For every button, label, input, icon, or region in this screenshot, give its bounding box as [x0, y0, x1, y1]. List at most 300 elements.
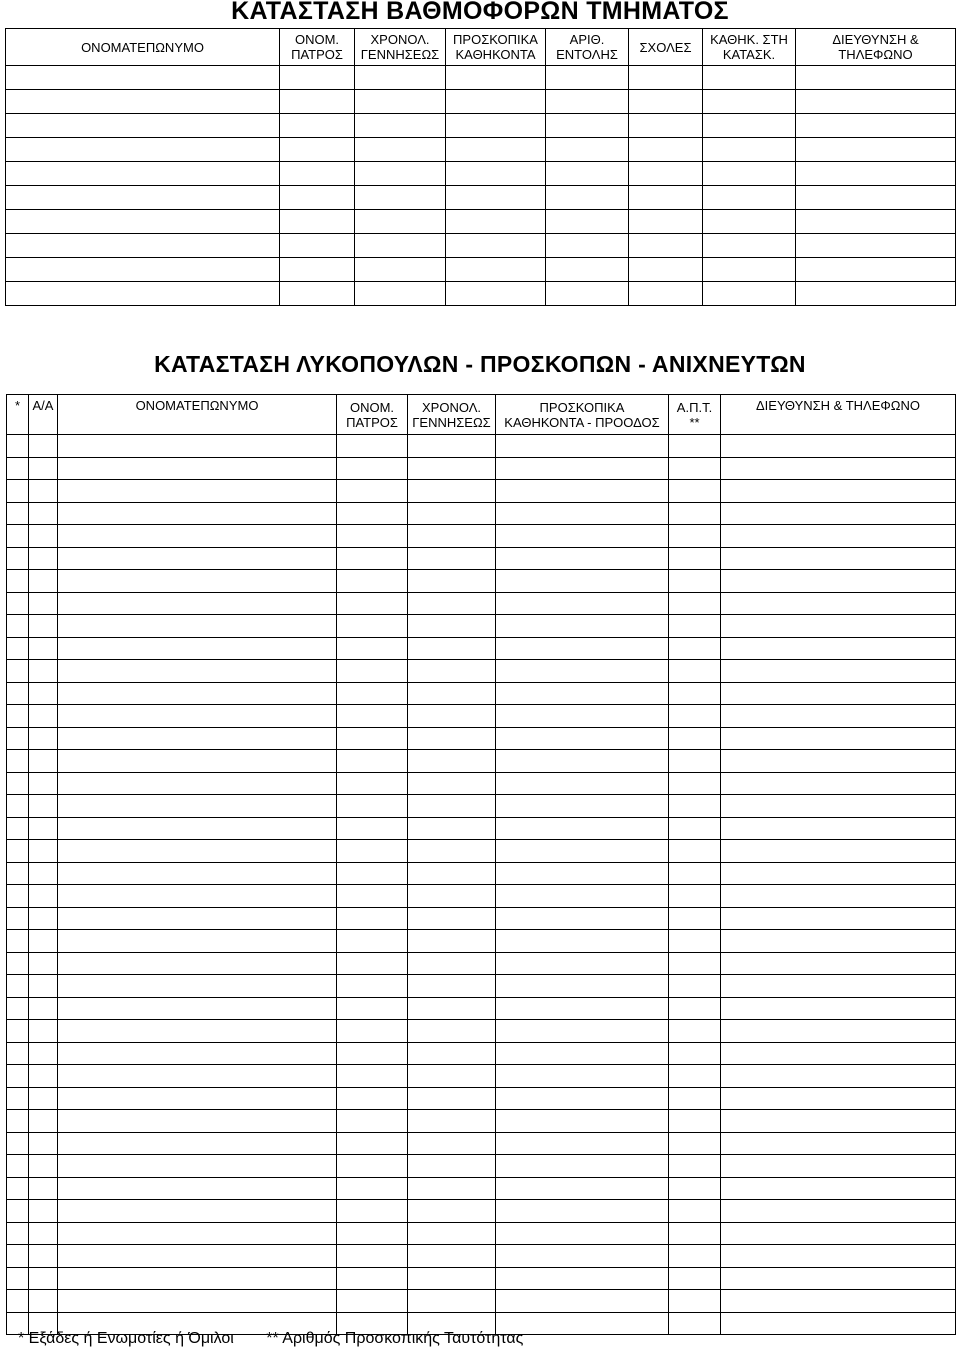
blank-cell[interactable] [408, 457, 496, 480]
blank-cell[interactable] [496, 457, 669, 480]
blank-cell[interactable] [29, 547, 58, 570]
blank-cell[interactable] [669, 705, 721, 728]
blank-cell[interactable] [496, 997, 669, 1020]
blank-cell[interactable] [703, 282, 796, 306]
blank-cell[interactable] [408, 435, 496, 458]
blank-cell[interactable] [496, 1245, 669, 1268]
blank-cell[interactable] [29, 930, 58, 953]
blank-cell[interactable] [29, 795, 58, 818]
blank-cell[interactable] [669, 1020, 721, 1043]
blank-cell[interactable] [629, 210, 703, 234]
blank-cell[interactable] [7, 615, 29, 638]
blank-cell[interactable] [337, 457, 408, 480]
blank-cell[interactable] [669, 1245, 721, 1268]
blank-cell[interactable] [721, 885, 956, 908]
blank-cell[interactable] [7, 547, 29, 570]
blank-cell[interactable] [408, 637, 496, 660]
blank-cell[interactable] [337, 817, 408, 840]
blank-cell[interactable] [669, 1155, 721, 1178]
blank-cell[interactable] [355, 210, 446, 234]
blank-cell[interactable] [337, 930, 408, 953]
blank-cell[interactable] [355, 258, 446, 282]
blank-cell[interactable] [58, 1042, 337, 1065]
blank-cell[interactable] [408, 1200, 496, 1223]
blank-cell[interactable] [408, 862, 496, 885]
blank-cell[interactable] [280, 114, 355, 138]
blank-cell[interactable] [669, 480, 721, 503]
blank-cell[interactable] [29, 1110, 58, 1133]
blank-cell[interactable] [703, 186, 796, 210]
blank-cell[interactable] [7, 435, 29, 458]
blank-cell[interactable] [7, 570, 29, 593]
blank-cell[interactable] [721, 1132, 956, 1155]
blank-cell[interactable] [408, 480, 496, 503]
blank-cell[interactable] [629, 186, 703, 210]
blank-cell[interactable] [58, 705, 337, 728]
blank-cell[interactable] [29, 705, 58, 728]
blank-cell[interactable] [496, 1087, 669, 1110]
blank-cell[interactable] [629, 162, 703, 186]
blank-cell[interactable] [446, 186, 546, 210]
blank-cell[interactable] [721, 1042, 956, 1065]
blank-cell[interactable] [408, 1177, 496, 1200]
blank-cell[interactable] [6, 138, 280, 162]
blank-cell[interactable] [58, 840, 337, 863]
blank-cell[interactable] [29, 772, 58, 795]
blank-cell[interactable] [408, 885, 496, 908]
blank-cell[interactable] [669, 435, 721, 458]
blank-cell[interactable] [408, 952, 496, 975]
blank-cell[interactable] [337, 1222, 408, 1245]
blank-cell[interactable] [29, 570, 58, 593]
blank-cell[interactable] [721, 480, 956, 503]
blank-cell[interactable] [337, 435, 408, 458]
blank-cell[interactable] [408, 930, 496, 953]
blank-cell[interactable] [58, 502, 337, 525]
blank-cell[interactable] [496, 592, 669, 615]
blank-cell[interactable] [721, 682, 956, 705]
blank-cell[interactable] [7, 750, 29, 773]
blank-cell[interactable] [6, 90, 280, 114]
blank-cell[interactable] [669, 1267, 721, 1290]
blank-cell[interactable] [546, 66, 629, 90]
blank-cell[interactable] [721, 660, 956, 683]
blank-cell[interactable] [355, 90, 446, 114]
blank-cell[interactable] [446, 138, 546, 162]
blank-cell[interactable] [669, 1222, 721, 1245]
blank-cell[interactable] [669, 502, 721, 525]
blank-cell[interactable] [721, 817, 956, 840]
blank-cell[interactable] [669, 772, 721, 795]
blank-cell[interactable] [446, 210, 546, 234]
blank-cell[interactable] [629, 282, 703, 306]
blank-cell[interactable] [669, 660, 721, 683]
blank-cell[interactable] [496, 840, 669, 863]
blank-cell[interactable] [7, 1245, 29, 1268]
blank-cell[interactable] [496, 570, 669, 593]
blank-cell[interactable] [7, 727, 29, 750]
blank-cell[interactable] [7, 772, 29, 795]
blank-cell[interactable] [58, 952, 337, 975]
blank-cell[interactable] [29, 907, 58, 930]
blank-cell[interactable] [337, 1267, 408, 1290]
blank-cell[interactable] [446, 234, 546, 258]
blank-cell[interactable] [6, 258, 280, 282]
blank-cell[interactable] [29, 525, 58, 548]
blank-cell[interactable] [58, 772, 337, 795]
blank-cell[interactable] [355, 162, 446, 186]
blank-cell[interactable] [408, 1042, 496, 1065]
blank-cell[interactable] [29, 435, 58, 458]
blank-cell[interactable] [496, 637, 669, 660]
blank-cell[interactable] [408, 772, 496, 795]
blank-cell[interactable] [496, 660, 669, 683]
blank-cell[interactable] [496, 952, 669, 975]
blank-cell[interactable] [337, 975, 408, 998]
blank-cell[interactable] [7, 1065, 29, 1088]
blank-cell[interactable] [408, 1245, 496, 1268]
blank-cell[interactable] [337, 750, 408, 773]
blank-cell[interactable] [58, 817, 337, 840]
blank-cell[interactable] [280, 162, 355, 186]
blank-cell[interactable] [337, 885, 408, 908]
blank-cell[interactable] [408, 660, 496, 683]
blank-cell[interactable] [58, 1132, 337, 1155]
blank-cell[interactable] [6, 282, 280, 306]
blank-cell[interactable] [7, 1267, 29, 1290]
blank-cell[interactable] [629, 114, 703, 138]
blank-cell[interactable] [337, 615, 408, 638]
blank-cell[interactable] [58, 1155, 337, 1178]
blank-cell[interactable] [796, 234, 956, 258]
blank-cell[interactable] [29, 1042, 58, 1065]
blank-cell[interactable] [496, 502, 669, 525]
blank-cell[interactable] [496, 435, 669, 458]
blank-cell[interactable] [408, 750, 496, 773]
blank-cell[interactable] [6, 162, 280, 186]
blank-cell[interactable] [337, 1177, 408, 1200]
blank-cell[interactable] [58, 795, 337, 818]
blank-cell[interactable] [6, 210, 280, 234]
blank-cell[interactable] [496, 682, 669, 705]
blank-cell[interactable] [721, 592, 956, 615]
blank-cell[interactable] [669, 727, 721, 750]
blank-cell[interactable] [496, 885, 669, 908]
blank-cell[interactable] [669, 637, 721, 660]
blank-cell[interactable] [29, 660, 58, 683]
blank-cell[interactable] [721, 615, 956, 638]
blank-cell[interactable] [796, 114, 956, 138]
blank-cell[interactable] [58, 930, 337, 953]
blank-cell[interactable] [496, 1267, 669, 1290]
blank-cell[interactable] [669, 525, 721, 548]
blank-cell[interactable] [408, 1155, 496, 1178]
blank-cell[interactable] [58, 1200, 337, 1223]
blank-cell[interactable] [546, 114, 629, 138]
blank-cell[interactable] [6, 66, 280, 90]
blank-cell[interactable] [7, 1200, 29, 1223]
blank-cell[interactable] [58, 1222, 337, 1245]
blank-cell[interactable] [280, 258, 355, 282]
blank-cell[interactable] [496, 1290, 669, 1313]
blank-cell[interactable] [58, 435, 337, 458]
blank-cell[interactable] [58, 1110, 337, 1133]
blank-cell[interactable] [29, 592, 58, 615]
blank-cell[interactable] [703, 138, 796, 162]
blank-cell[interactable] [58, 750, 337, 773]
blank-cell[interactable] [721, 570, 956, 593]
blank-cell[interactable] [58, 682, 337, 705]
blank-cell[interactable] [669, 907, 721, 930]
blank-cell[interactable] [337, 637, 408, 660]
blank-cell[interactable] [703, 90, 796, 114]
blank-cell[interactable] [629, 90, 703, 114]
blank-cell[interactable] [280, 282, 355, 306]
blank-cell[interactable] [7, 637, 29, 660]
blank-cell[interactable] [337, 1065, 408, 1088]
blank-cell[interactable] [29, 1245, 58, 1268]
blank-cell[interactable] [58, 727, 337, 750]
blank-cell[interactable] [669, 795, 721, 818]
blank-cell[interactable] [496, 727, 669, 750]
blank-cell[interactable] [721, 435, 956, 458]
blank-cell[interactable] [408, 1267, 496, 1290]
blank-cell[interactable] [7, 975, 29, 998]
blank-cell[interactable] [58, 1065, 337, 1088]
blank-cell[interactable] [669, 1087, 721, 1110]
blank-cell[interactable] [546, 162, 629, 186]
blank-cell[interactable] [7, 502, 29, 525]
blank-cell[interactable] [703, 66, 796, 90]
blank-cell[interactable] [669, 840, 721, 863]
blank-cell[interactable] [58, 457, 337, 480]
blank-cell[interactable] [496, 615, 669, 638]
blank-cell[interactable] [58, 1020, 337, 1043]
blank-cell[interactable] [721, 1200, 956, 1223]
blank-cell[interactable] [496, 705, 669, 728]
blank-cell[interactable] [496, 1042, 669, 1065]
blank-cell[interactable] [6, 114, 280, 138]
blank-cell[interactable] [703, 234, 796, 258]
blank-cell[interactable] [337, 592, 408, 615]
blank-cell[interactable] [721, 1290, 956, 1313]
blank-cell[interactable] [496, 1155, 669, 1178]
blank-cell[interactable] [355, 138, 446, 162]
blank-cell[interactable] [496, 1132, 669, 1155]
blank-cell[interactable] [408, 840, 496, 863]
blank-cell[interactable] [408, 682, 496, 705]
blank-cell[interactable] [58, 1290, 337, 1313]
blank-cell[interactable] [721, 1020, 956, 1043]
blank-cell[interactable] [629, 258, 703, 282]
blank-cell[interactable] [7, 930, 29, 953]
blank-cell[interactable] [337, 547, 408, 570]
blank-cell[interactable] [796, 90, 956, 114]
blank-cell[interactable] [337, 682, 408, 705]
blank-cell[interactable] [669, 1200, 721, 1223]
blank-cell[interactable] [337, 862, 408, 885]
blank-cell[interactable] [29, 997, 58, 1020]
blank-cell[interactable] [7, 1155, 29, 1178]
blank-cell[interactable] [669, 952, 721, 975]
blank-cell[interactable] [446, 162, 546, 186]
blank-cell[interactable] [408, 1132, 496, 1155]
blank-cell[interactable] [721, 1245, 956, 1268]
blank-cell[interactable] [408, 615, 496, 638]
blank-cell[interactable] [408, 705, 496, 728]
blank-cell[interactable] [58, 480, 337, 503]
blank-cell[interactable] [355, 186, 446, 210]
blank-cell[interactable] [337, 907, 408, 930]
blank-cell[interactable] [337, 1245, 408, 1268]
blank-cell[interactable] [408, 592, 496, 615]
blank-cell[interactable] [29, 480, 58, 503]
blank-cell[interactable] [703, 162, 796, 186]
blank-cell[interactable] [446, 258, 546, 282]
blank-cell[interactable] [546, 210, 629, 234]
blank-cell[interactable] [669, 1312, 721, 1335]
blank-cell[interactable] [496, 817, 669, 840]
blank-cell[interactable] [669, 862, 721, 885]
blank-cell[interactable] [408, 525, 496, 548]
blank-cell[interactable] [7, 1042, 29, 1065]
blank-cell[interactable] [58, 997, 337, 1020]
blank-cell[interactable] [29, 1132, 58, 1155]
blank-cell[interactable] [29, 1267, 58, 1290]
blank-cell[interactable] [496, 907, 669, 930]
blank-cell[interactable] [29, 682, 58, 705]
blank-cell[interactable] [721, 975, 956, 998]
blank-cell[interactable] [496, 772, 669, 795]
blank-cell[interactable] [721, 1065, 956, 1088]
blank-cell[interactable] [29, 1177, 58, 1200]
blank-cell[interactable] [721, 1177, 956, 1200]
blank-cell[interactable] [7, 1222, 29, 1245]
blank-cell[interactable] [29, 1065, 58, 1088]
blank-cell[interactable] [796, 258, 956, 282]
blank-cell[interactable] [58, 1245, 337, 1268]
blank-cell[interactable] [280, 186, 355, 210]
blank-cell[interactable] [796, 162, 956, 186]
blank-cell[interactable] [7, 457, 29, 480]
blank-cell[interactable] [408, 817, 496, 840]
blank-cell[interactable] [446, 90, 546, 114]
blank-cell[interactable] [669, 682, 721, 705]
blank-cell[interactable] [408, 1110, 496, 1133]
blank-cell[interactable] [408, 727, 496, 750]
blank-cell[interactable] [669, 1065, 721, 1088]
blank-cell[interactable] [29, 817, 58, 840]
blank-cell[interactable] [669, 975, 721, 998]
blank-cell[interactable] [337, 660, 408, 683]
blank-cell[interactable] [58, 547, 337, 570]
blank-cell[interactable] [7, 1020, 29, 1043]
blank-cell[interactable] [7, 885, 29, 908]
blank-cell[interactable] [29, 952, 58, 975]
blank-cell[interactable] [721, 727, 956, 750]
blank-cell[interactable] [496, 862, 669, 885]
blank-cell[interactable] [337, 1155, 408, 1178]
blank-cell[interactable] [721, 840, 956, 863]
blank-cell[interactable] [408, 1087, 496, 1110]
blank-cell[interactable] [721, 907, 956, 930]
blank-cell[interactable] [669, 997, 721, 1020]
blank-cell[interactable] [29, 1020, 58, 1043]
blank-cell[interactable] [29, 637, 58, 660]
blank-cell[interactable] [408, 1065, 496, 1088]
blank-cell[interactable] [337, 997, 408, 1020]
blank-cell[interactable] [669, 1177, 721, 1200]
blank-cell[interactable] [337, 1290, 408, 1313]
blank-cell[interactable] [280, 210, 355, 234]
blank-cell[interactable] [796, 138, 956, 162]
blank-cell[interactable] [669, 817, 721, 840]
blank-cell[interactable] [669, 885, 721, 908]
blank-cell[interactable] [669, 1290, 721, 1313]
blank-cell[interactable] [337, 1087, 408, 1110]
blank-cell[interactable] [6, 186, 280, 210]
blank-cell[interactable] [721, 952, 956, 975]
blank-cell[interactable] [721, 502, 956, 525]
blank-cell[interactable] [408, 502, 496, 525]
blank-cell[interactable] [408, 907, 496, 930]
blank-cell[interactable] [7, 705, 29, 728]
blank-cell[interactable] [29, 885, 58, 908]
blank-cell[interactable] [7, 952, 29, 975]
blank-cell[interactable] [796, 282, 956, 306]
blank-cell[interactable] [721, 1222, 956, 1245]
blank-cell[interactable] [7, 840, 29, 863]
blank-cell[interactable] [721, 1087, 956, 1110]
blank-cell[interactable] [546, 186, 629, 210]
blank-cell[interactable] [703, 210, 796, 234]
blank-cell[interactable] [280, 138, 355, 162]
blank-cell[interactable] [496, 1222, 669, 1245]
blank-cell[interactable] [629, 66, 703, 90]
blank-cell[interactable] [496, 1065, 669, 1088]
blank-cell[interactable] [629, 234, 703, 258]
blank-cell[interactable] [58, 592, 337, 615]
blank-cell[interactable] [7, 795, 29, 818]
blank-cell[interactable] [408, 1222, 496, 1245]
blank-cell[interactable] [337, 502, 408, 525]
blank-cell[interactable] [7, 1110, 29, 1133]
blank-cell[interactable] [796, 186, 956, 210]
blank-cell[interactable] [7, 682, 29, 705]
blank-cell[interactable] [29, 727, 58, 750]
blank-cell[interactable] [669, 592, 721, 615]
blank-cell[interactable] [29, 502, 58, 525]
blank-cell[interactable] [669, 547, 721, 570]
blank-cell[interactable] [408, 1290, 496, 1313]
blank-cell[interactable] [337, 705, 408, 728]
blank-cell[interactable] [337, 525, 408, 548]
blank-cell[interactable] [796, 66, 956, 90]
blank-cell[interactable] [721, 705, 956, 728]
blank-cell[interactable] [496, 480, 669, 503]
blank-cell[interactable] [337, 840, 408, 863]
blank-cell[interactable] [721, 525, 956, 548]
blank-cell[interactable] [496, 547, 669, 570]
blank-cell[interactable] [496, 975, 669, 998]
blank-cell[interactable] [7, 1132, 29, 1155]
blank-cell[interactable] [337, 570, 408, 593]
blank-cell[interactable] [58, 1177, 337, 1200]
blank-cell[interactable] [29, 457, 58, 480]
blank-cell[interactable] [337, 1042, 408, 1065]
blank-cell[interactable] [58, 975, 337, 998]
blank-cell[interactable] [337, 772, 408, 795]
